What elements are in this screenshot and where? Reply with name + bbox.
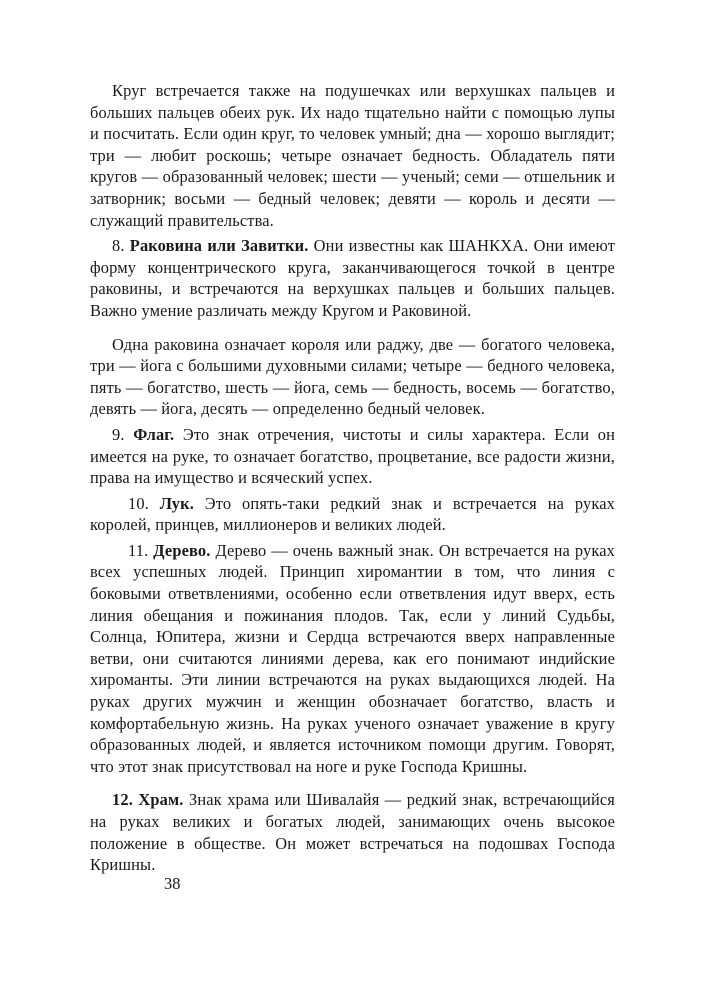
paragraph-text: Это опять-таки редкий знак и встречается на руках королей, принцев, миллионеров и великих людей. xyxy=(90,493,615,535)
item-number: 8. xyxy=(112,236,125,256)
item-number: 9. xyxy=(112,424,125,444)
paragraph-text: Дерево — очень важный знак. Он встречается на руках всех успешных людей. Принцип хиромантии в том, что линия с боковыми ответвлениями, особенно если ответвления идут вверх, есть линия обещания и пожинания плодов. Так, если у линий Судьбы, Солнца, Юпитера, жизни и Сердца встречаются вверх направленные ветви, они считаются линиями дерева, как его понимают индийские хироманты. Эти линии встречаются на руках выдающихся людей. На руках других мужчин и женщин обозначает богатство, власть и комфортабельную жизнь. На руках ученого означает уважение в кругу образованных людей, и является источником помощи другим. Говорят, что этот знак присутствовал на ноге и руке Господа Кришны. xyxy=(90,540,615,776)
paragraph-text: Круг встречается также на подушечках или верхушках пальцев и больших пальцев обеих рук. Их надо тщательно найти с помощью лупы и посчитать. Если один круг, то человек умный; дна — хорошо выглядит; три — любит роскошь; четыре означает бедность. Обладатель пяти кругов — образованный человек; шести — ученый; семи — отшельник и затворник; восьми — бедный человек; девяти — король и десяти — служащий правительства. xyxy=(90,81,615,230)
paragraph-circle xyxy=(90,80,615,231)
item-number: 12. xyxy=(112,790,133,810)
paragraph-text: Они известны как ШАНКХА. Они имеют форму концентрического круга, заканчивающегося точкой в центре раковины, и встречаются на верхушках пальцев и больших пальцев. Важно умение различать между Кругом и Раковиной. xyxy=(90,236,616,320)
paragraph-tree xyxy=(90,540,615,778)
paragraph-text: Одна раковина означает короля или раджу, две — богатого человека, три — йога с большими духовными силами; четыре — бедного человека, пять — богатство, шесть — йога, семь — бедность, восемь — богатство, девять — йога, десять — определенно бедный человек. xyxy=(90,334,615,419)
item-number: 10. xyxy=(128,493,149,513)
paragraph-bow xyxy=(90,493,615,536)
body-text xyxy=(90,80,615,876)
item-number: 11. xyxy=(128,540,149,560)
item-heading: Лук. xyxy=(159,493,194,513)
item-heading: Дерево. xyxy=(153,540,211,560)
item-heading: Флаг. xyxy=(133,424,175,444)
paragraph-shell-meaning xyxy=(90,334,615,420)
item-heading: Храм. xyxy=(138,790,184,810)
paragraph-text: Это знак отречения, чистоты и силы характера. Если он имеется на руке, то означает богатство, процветание, все радости жизни, права на имущество и всяческий успех. xyxy=(90,424,615,488)
page-number: 38 xyxy=(164,874,181,893)
item-heading: Раковина или Завитки. xyxy=(129,236,309,256)
paragraph-flag xyxy=(90,424,615,489)
paragraph-shell xyxy=(90,235,615,321)
paragraph-text: Знак храма или Шивалайя — редкий знак, встречающийся на руках великих и богатых людей, занимающих очень высокое положение в обществе. Он может встречаться на подошвах Господа Кришны. xyxy=(90,790,615,875)
paragraph-temple xyxy=(90,789,615,875)
